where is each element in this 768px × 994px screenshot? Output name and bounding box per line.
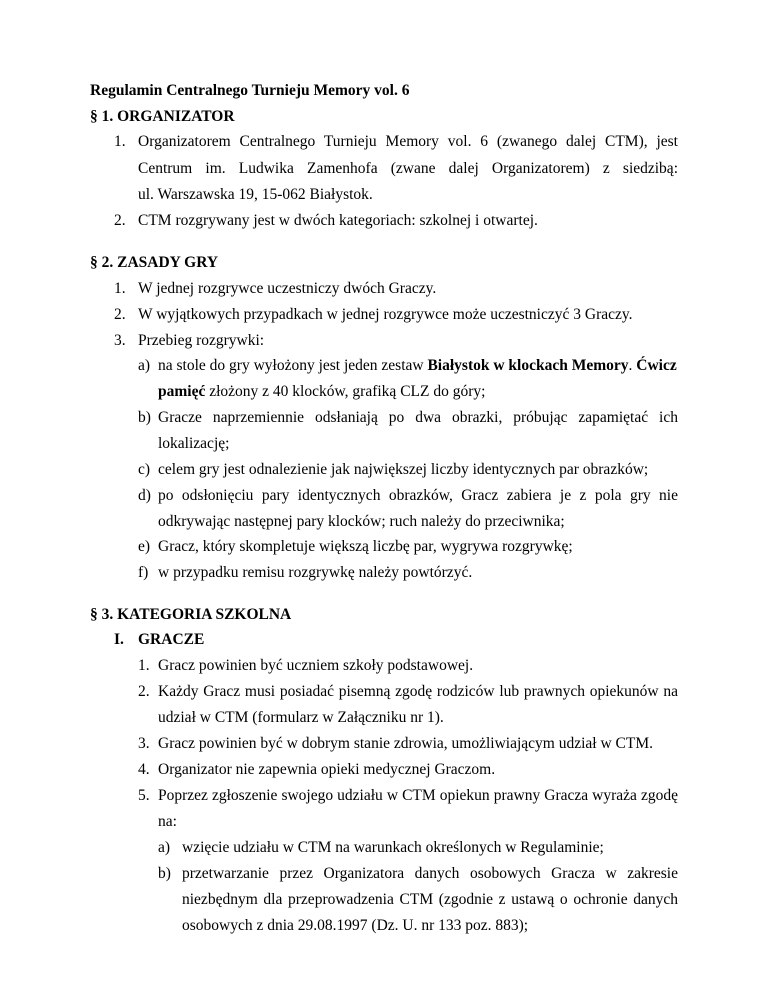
section-1-heading: § 1. ORGANIZATOR (90, 108, 235, 125)
s2-sub-e-letter: e) (138, 538, 151, 555)
s2-sub-a-text-1: na stole do gry wyłożony jest jeden zestaw (158, 357, 428, 374)
s2-sub-a-text-3: złożony z 40 klocków, grafiką CLZ do góry; (205, 383, 486, 400)
s2-sub-d-letter: d) (138, 487, 151, 504)
s1-item-1-line-3: ul. Warszawska 19, 15-062 Białystok. (138, 186, 373, 203)
s2-sub-c-line-1: celem gry jest odnalezienie jak największej liczby identycznych par obrazków; (158, 461, 649, 478)
s2-sub-a-line-1 (158, 356, 678, 376)
s3-item-4-line-1: Organizator nie zapewnia opieki medycznej Graczom. (158, 761, 496, 778)
s2-sub-f-letter: f) (138, 564, 149, 581)
s2-sub-f-line-1: w przypadku remisu rozgrywkę należy powtórzyć. (158, 564, 473, 581)
s3-sub-b-line-1: przetwarzanie przez Organizatora danych osobowych Gracza w zakresie (182, 865, 678, 882)
s2-sub-a-bold-2: Ćwicz (636, 357, 677, 374)
s3-item-1-number: 1. (138, 657, 150, 674)
s1-item-1-number: 1. (114, 133, 126, 150)
s2-sub-a-line-2 (158, 382, 485, 402)
s1-item-2-number: 2. (114, 212, 126, 229)
s3-item-3-line-1: Gracz powinien być w dobrym stanie zdrowia, umożliwiającym udział w CTM. (158, 735, 654, 752)
s1-item-1-line-2: Centrum im. Ludwika Zamenhofa (zwane dalej Organizatorem) z siedzibą: (138, 160, 678, 177)
s2-sub-a-bold-3: pamięć (158, 383, 206, 400)
s3-sub-a-line-1: wzięcie udziału w CTM na warunkach określonych w Regulaminie; (182, 839, 604, 856)
s3-sub-b-letter: b) (158, 865, 171, 882)
section-3-heading: § 3. KATEGORIA SZKOLNA (90, 606, 292, 623)
s3-part-title: GRACZE (138, 631, 205, 648)
s3-item-5-line-2: na: (158, 813, 177, 830)
s2-sub-a-bold-1: Białystok w klockach Memory (427, 357, 629, 374)
s2-sub-a-text-2: . (628, 357, 637, 374)
s3-item-4-number: 4. (138, 761, 150, 778)
s3-item-2-line-1: Każdy Gracz musi posiadać pisemną zgodę rodziców lub prawnych opiekunów na (158, 683, 678, 700)
s3-item-5-number: 5. (138, 787, 150, 804)
s2-sub-e-line-1: Gracz, który skompletuje większą liczbę par, wygrywa rozgrywkę; (158, 538, 573, 555)
s2-sub-d-line-2: odkrywając następnej pary klocków; ruch należy do przeciwnika; (158, 513, 565, 530)
s3-sub-b-line-2: niezbędnym dla przeprowadzenia CTM (zgodnie z ustawą o ochronie danych (182, 891, 678, 908)
s2-item-2-number: 2. (114, 306, 126, 323)
s3-item-1-line-1: Gracz powinien być uczniem szkoły podstawowej. (158, 657, 474, 674)
s1-item-1-line-1: Organizatorem Centralnego Turnieju Memory vol. 6 (zwanego dalej CTM), jest (138, 133, 678, 150)
s2-item-3-text: Przebieg rozgrywki: (138, 332, 265, 349)
s3-sub-b-line-3: osobowych z dnia 29.08.1997 (Dz. U. nr 133 poz. 883); (182, 917, 529, 934)
s2-item-1-number: 1. (114, 280, 126, 297)
document-title: Regulamin Centralnego Turnieju Memory vol. 6 (90, 82, 410, 99)
s2-item-3-number: 3. (114, 332, 126, 349)
s3-item-2-number: 2. (138, 683, 150, 700)
section-2-heading: § 2. ZASADY GRY (90, 254, 219, 271)
s3-part-roman: I. (114, 631, 124, 648)
s2-sub-a-letter: a) (138, 357, 151, 374)
s1-item-2-line-1: CTM rozgrywany jest w dwóch kategoriach: szkolnej i otwartej. (138, 212, 538, 229)
s3-sub-a-letter: a) (158, 839, 171, 856)
s3-item-3-number: 3. (138, 735, 150, 752)
s3-item-5-line-1: Poprzez zgłoszenie swojego udziału w CTM opiekun prawny Gracza wyraża zgodę (158, 787, 678, 804)
s2-sub-d-line-1: po odsłonięciu pary identycznych obrazków, Gracz zabiera je z pola gry nie (158, 487, 678, 504)
s3-item-2-line-2: udział w CTM (formularz w Załączniku nr 1). (158, 709, 444, 726)
s2-sub-c-letter: c) (138, 461, 151, 478)
s2-sub-b-letter: b) (138, 409, 151, 426)
s2-item-1-text: W jednej rozgrywce uczestniczy dwóch Graczy. (138, 280, 437, 297)
s2-sub-b-line-1: Gracze naprzemiennie odsłaniają po dwa obrazki, próbując zapamiętać ich (158, 409, 678, 426)
s2-item-2-text: W wyjątkowych przypadkach w jednej rozgrywce może uczestniczyć 3 Graczy. (138, 306, 633, 323)
s2-sub-b-line-2: lokalizację; (158, 435, 230, 452)
